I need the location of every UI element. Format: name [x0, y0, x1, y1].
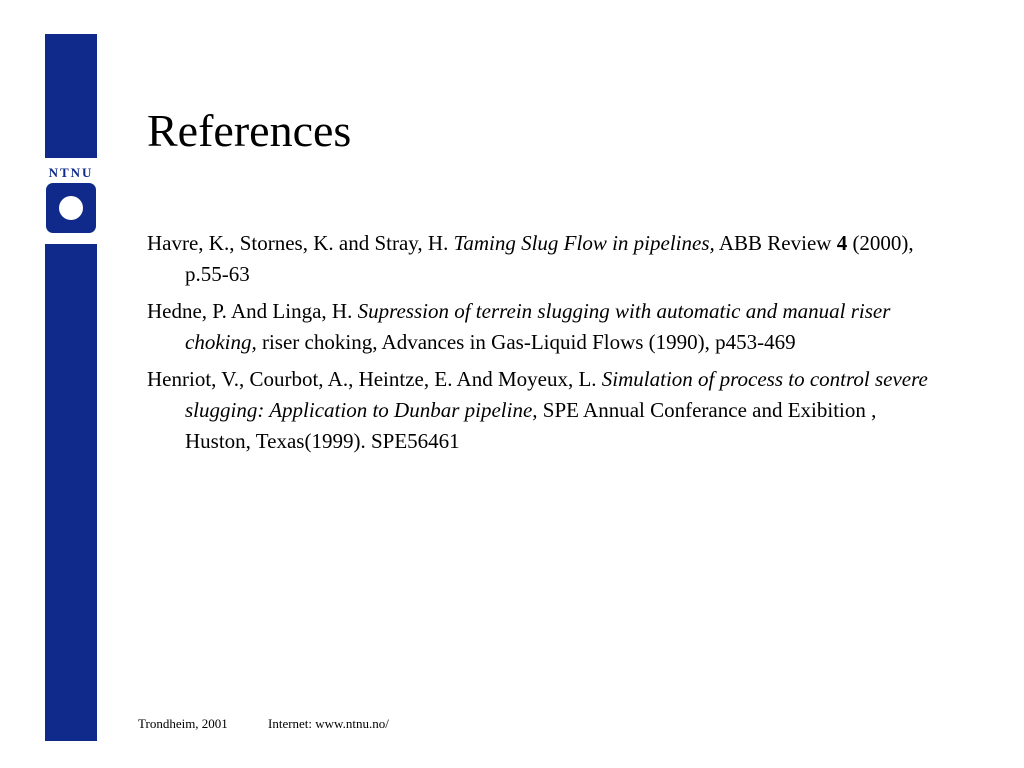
- logo-dot: [59, 196, 83, 220]
- reference-authors: Havre, K., Stornes, K. and Stray, H.: [147, 231, 454, 255]
- footer-date: Trondheim, 2001: [138, 716, 228, 731]
- footer-internet: Internet: www.ntnu.no/: [268, 716, 389, 731]
- reference-details: SPE Annual Conferance and Exibition , Huston, Texas(1999). SPE56461: [185, 398, 877, 453]
- reference-details: riser choking, Advances in Gas-Liquid Flows (1990), p453-469: [256, 330, 796, 354]
- reference-authors: Hedne, P. And Linga, H.: [147, 299, 358, 323]
- reference-authors: Henriot, V., Courbot, A., Heintze, E. And Moyeux, L.: [147, 367, 602, 391]
- logo-text: NTNU: [48, 165, 94, 180]
- page-title: References: [147, 105, 352, 156]
- reference-item: [147, 364, 947, 457]
- reference-work: Supression of terrein slugging with automatic and manual riser choking,: [185, 299, 891, 354]
- reference-volume: 4: [836, 231, 848, 255]
- reference-work: Taming Slug Flow in pipelines,: [453, 231, 715, 255]
- reference-item: [147, 228, 947, 290]
- side-bar: [45, 34, 97, 741]
- reference-list: [147, 228, 947, 463]
- reference-details: ABB Review: [714, 231, 837, 255]
- footer: [138, 716, 389, 732]
- ntnu-logo-icon: [46, 183, 96, 233]
- reference-item: [147, 296, 947, 358]
- reference-work: Simulation of process to control severe slugging: Application to Dunbar pipeline,: [185, 367, 928, 422]
- reference-details-end: (2000), p.55-63: [185, 231, 914, 286]
